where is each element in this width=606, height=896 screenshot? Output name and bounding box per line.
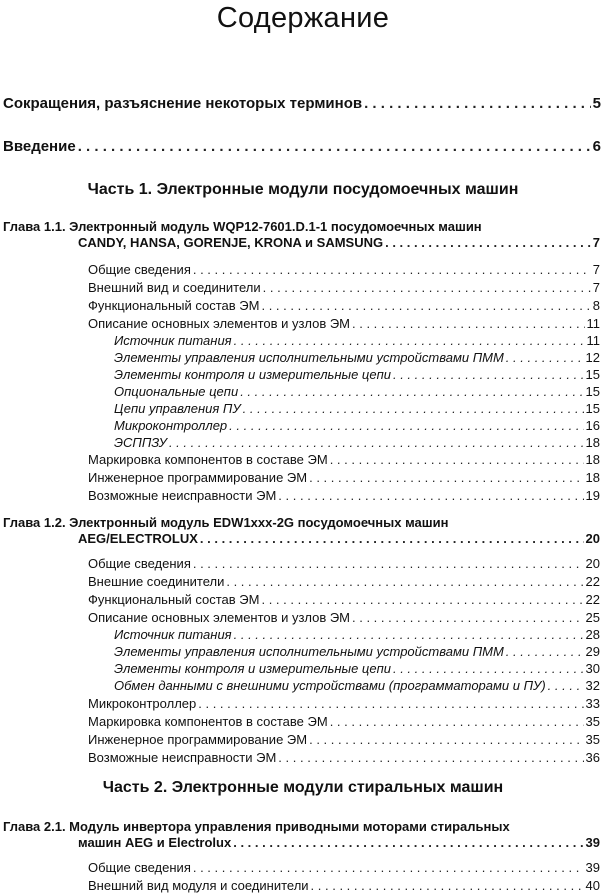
leader-dots xyxy=(234,333,585,349)
toc-entry-label: Общие сведения xyxy=(88,860,191,875)
toc-entry-label: Микроконтроллер xyxy=(114,418,228,433)
toc-entry[interactable] xyxy=(88,556,600,572)
toc-entry[interactable] xyxy=(88,860,600,876)
leader-dots xyxy=(233,835,583,851)
leader-dots xyxy=(352,610,584,626)
toc-subentry[interactable] xyxy=(114,333,600,349)
toc-subentry[interactable] xyxy=(114,627,600,643)
toc-entry-label: Элементы управления исполнительными устройствами ПММ xyxy=(114,644,504,659)
toc-entry-label: Сокращения, разъяснение некоторых терминов xyxy=(3,95,363,112)
toc-entry-abbreviations[interactable] xyxy=(3,95,601,113)
toc-page-number: 16 xyxy=(585,418,600,433)
toc-page-number: 20 xyxy=(585,531,600,546)
leader-dots xyxy=(193,262,591,278)
toc-entry-label: Опциональные цепи xyxy=(114,384,239,399)
toc-entry-label: Возможные неисправности ЭМ xyxy=(88,750,277,765)
toc-entry-label: AEG/ELECTROLUX xyxy=(78,531,198,546)
leader-dots xyxy=(506,644,584,660)
toc-entry-label: Внешний вид модуля и соединители xyxy=(88,878,309,893)
toc-entry-label: Общие сведения xyxy=(88,262,191,277)
part-heading-1: Часть 1. Электронные модули посудомоечных машин xyxy=(87,181,519,198)
toc-entry-label: Возможные неисправности ЭМ xyxy=(88,488,277,503)
toc-page-number: 20 xyxy=(585,556,600,571)
toc-page-number: 28 xyxy=(585,627,600,642)
toc-entry-label: машин AEG и Electrolux xyxy=(78,835,232,850)
chapter-heading-1-2[interactable]: Глава 1.2. Электронный модуль EDW1xxx-2G посудомоечных машин xyxy=(3,515,449,530)
leader-dots xyxy=(234,627,584,643)
toc-entry-label: Функциональный состав ЭМ xyxy=(88,298,260,313)
toc-page-number: 6 xyxy=(592,138,601,155)
toc-entry-label: Источник питания xyxy=(114,333,232,348)
toc-page-number: 22 xyxy=(585,592,600,607)
toc-entry[interactable] xyxy=(88,452,600,468)
toc-page-number: 32 xyxy=(585,678,600,693)
toc-entry[interactable] xyxy=(88,470,600,486)
toc-entry-label: Элементы контроля и измерительные цепи xyxy=(114,367,391,382)
toc-entry-label: Цепи управления ПУ xyxy=(114,401,241,416)
toc-entry-label: Общие сведения xyxy=(88,556,191,571)
toc-page-number: 22 xyxy=(585,574,600,589)
toc-subentry[interactable] xyxy=(114,350,600,366)
leader-dots xyxy=(263,280,591,296)
toc-entry[interactable] xyxy=(88,316,600,332)
toc-page-number: 30 xyxy=(585,661,600,676)
toc-entry-label: Инженерное программирование ЭМ xyxy=(88,732,308,747)
toc-subentry[interactable] xyxy=(114,418,600,434)
toc-page-number: 11 xyxy=(586,316,600,331)
leader-dots xyxy=(78,138,591,156)
chapter-heading-2-1-cont[interactable] xyxy=(78,835,600,851)
leader-dots xyxy=(240,384,583,400)
toc-entry[interactable] xyxy=(88,574,600,590)
leader-dots xyxy=(243,401,584,417)
toc-page-number: 36 xyxy=(585,750,600,765)
toc-page-number: 7 xyxy=(592,262,600,277)
toc-subentry[interactable] xyxy=(114,401,600,417)
toc-entry-label: Описание основных элементов и узлов ЭМ xyxy=(88,610,351,625)
toc-entry-label: Функциональный состав ЭМ xyxy=(88,592,260,607)
toc-page-number: 35 xyxy=(585,714,600,729)
chapter-heading-1-1[interactable]: Глава 1.1. Электронный модуль WQP12-7601.D.1-1 посудомоечных машин xyxy=(3,219,482,234)
leader-dots xyxy=(385,235,591,251)
toc-entry-label: CANDY, HANSA, GORENJE, KRONA и SAMSUNG xyxy=(78,235,384,250)
toc-entry-label: Введение xyxy=(3,138,76,155)
leader-dots xyxy=(200,531,584,547)
part-heading-2: Часть 2. Электронные модули стиральных машин xyxy=(102,779,504,796)
toc-subentry[interactable] xyxy=(114,644,600,660)
toc-entry[interactable] xyxy=(88,592,600,608)
toc-subentry[interactable] xyxy=(114,435,600,451)
toc-page-number: 12 xyxy=(585,350,600,365)
leader-dots xyxy=(169,435,584,451)
toc-page-number: 33 xyxy=(585,696,600,711)
leader-dots xyxy=(393,661,584,677)
leader-dots xyxy=(506,350,584,366)
toc-entry-label: Инженерное программирование ЭМ xyxy=(88,470,308,485)
toc-entry-label: Элементы управления исполнительными устройствами ПММ xyxy=(114,350,504,365)
toc-entry-label: Внешние соединители xyxy=(88,574,225,589)
toc-subentry[interactable] xyxy=(114,678,600,694)
leader-dots xyxy=(330,452,584,468)
leader-dots xyxy=(193,556,584,572)
toc-subentry[interactable] xyxy=(114,384,600,400)
toc-page-number: 11 xyxy=(586,333,600,348)
toc-page-number: 39 xyxy=(585,860,600,875)
toc-entry[interactable] xyxy=(88,714,600,730)
chapter-heading-2-1[interactable]: Глава 2.1. Модуль инвертора управления приводными моторами стиральных xyxy=(3,819,510,834)
toc-page-number: 39 xyxy=(585,835,600,850)
toc-entry[interactable] xyxy=(88,878,600,894)
leader-dots xyxy=(352,316,584,332)
toc-entry-label: Обмен данными с внешними устройствами (программаторами и ПУ) xyxy=(114,678,546,693)
toc-page-number: 7 xyxy=(592,235,600,250)
leader-dots xyxy=(261,298,590,314)
toc-page-number: 19 xyxy=(585,488,600,503)
leader-dots xyxy=(364,95,591,113)
toc-page-number: 29 xyxy=(585,644,600,659)
toc-entry[interactable] xyxy=(88,732,600,748)
toc-page-number: 18 xyxy=(585,470,600,485)
toc-entry[interactable] xyxy=(88,280,600,296)
leader-dots xyxy=(229,418,583,434)
toc-page-number: 5 xyxy=(592,95,601,112)
page-title: Содержание xyxy=(216,2,390,34)
toc-entry[interactable] xyxy=(88,610,600,626)
toc-entry-label: Маркировка компонентов в составе ЭМ xyxy=(88,452,328,467)
toc-page-number: 8 xyxy=(592,298,600,313)
toc-entry[interactable] xyxy=(88,298,600,314)
leader-dots xyxy=(311,878,584,894)
toc-page-number: 15 xyxy=(585,367,600,382)
toc-subentry[interactable] xyxy=(114,661,600,677)
toc-entry-label: Внешний вид и соединители xyxy=(88,280,261,295)
toc-entry[interactable] xyxy=(88,750,600,766)
leader-dots xyxy=(309,470,583,486)
chapter-heading-1-2-cont[interactable] xyxy=(78,531,600,547)
toc-entry-label: Микроконтроллер xyxy=(88,696,197,711)
toc-entry-introduction[interactable] xyxy=(3,138,601,156)
toc-page-number: 40 xyxy=(585,878,600,893)
toc-page-number: 15 xyxy=(585,384,600,399)
leader-dots xyxy=(330,714,584,730)
toc-entry-label: Маркировка компонентов в составе ЭМ xyxy=(88,714,328,729)
toc-subentry[interactable] xyxy=(114,367,600,383)
toc-entry[interactable] xyxy=(88,488,600,504)
leader-dots xyxy=(309,732,583,748)
toc-entry-label: Источник питания xyxy=(114,627,232,642)
leader-dots xyxy=(226,574,583,590)
leader-dots xyxy=(548,678,584,694)
leader-dots xyxy=(193,860,584,876)
toc-page-number: 35 xyxy=(585,732,600,747)
toc-entry-label: Элементы контроля и измерительные цепи xyxy=(114,661,391,676)
toc-entry[interactable] xyxy=(88,696,600,712)
leader-dots xyxy=(261,592,583,608)
toc-entry-label: ЭСППЗУ xyxy=(114,435,167,450)
toc-page-number: 18 xyxy=(585,452,600,467)
leader-dots xyxy=(278,750,583,766)
leader-dots xyxy=(278,488,583,504)
chapter-heading-1-1-cont[interactable] xyxy=(78,235,600,251)
toc-page-number: 7 xyxy=(592,280,600,295)
leader-dots xyxy=(198,696,583,712)
leader-dots xyxy=(393,367,584,383)
toc-page-number: 25 xyxy=(585,610,600,625)
toc-page-number: 18 xyxy=(585,435,600,450)
toc-page-number: 15 xyxy=(585,401,600,416)
toc-entry[interactable] xyxy=(88,262,600,278)
toc-entry-label: Описание основных элементов и узлов ЭМ xyxy=(88,316,351,331)
